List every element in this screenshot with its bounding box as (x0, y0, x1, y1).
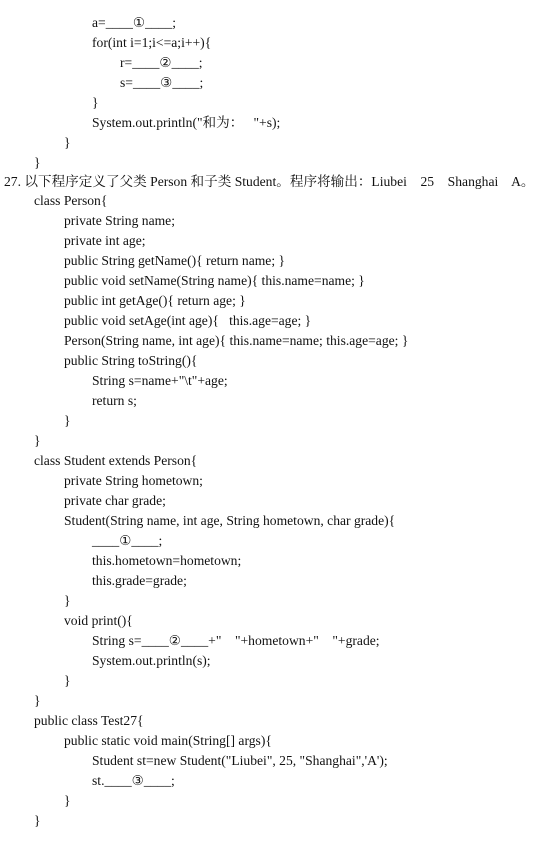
code-line: } (92, 95, 99, 110)
code-line: Student(String name, int age, String hometown, char grade){ (64, 513, 396, 528)
question-27-heading: 27. 以下程序定义了父类 Person 和子类 Student。程序将输出：Liubei 25 Shanghai A。 (4, 174, 535, 189)
code-line: public static void main(String[] args){ (64, 733, 272, 748)
code-line: s=____③____; (120, 75, 204, 90)
code-line: System.out.println(s); (92, 653, 211, 668)
code-line: public void setAge(int age){ this.age=age; } (64, 313, 312, 328)
code-line: class Student extends Person{ (34, 453, 198, 468)
code-line: void print(){ (64, 613, 133, 628)
code-line: } (64, 673, 71, 688)
code-line: private String hometown; (64, 473, 203, 488)
code-line: public class Test27{ (34, 713, 144, 728)
code-line: } (34, 433, 41, 448)
code-line: } (34, 155, 41, 170)
code-line: } (64, 135, 71, 150)
code-line: } (64, 413, 71, 428)
code-line: ____①____; (92, 533, 163, 548)
code-line: this.hometown=hometown; (92, 553, 242, 568)
code-line: for(int i=1;i<=a;i++){ (92, 35, 212, 50)
code-line: a=____①____; (92, 15, 177, 30)
code-line: private char grade; (64, 493, 166, 508)
code-line: this.grade=grade; (92, 573, 187, 588)
code-line: } (34, 813, 41, 828)
code-line: public void setName(String name){ this.name=name; } (64, 273, 365, 288)
code-line: String s=name+"\t"+age; (92, 373, 228, 388)
code-line: } (64, 593, 71, 608)
code-line: private int age; (64, 233, 146, 248)
code-line: Person(String name, int age){ this.name=name; this.age=age; } (64, 333, 409, 348)
code-line: public String getName(){ return name; } (64, 253, 286, 268)
code-line: public int getAge(){ return age; } (64, 293, 246, 308)
code-line: return s; (92, 393, 137, 408)
code-line: } (34, 693, 41, 708)
code-line: String s=____②____+" "+hometown+" "+grade; (92, 633, 380, 648)
code-line: r=____②____; (120, 55, 203, 70)
code-line: Student st=new Student("Liubei", 25, "Shanghai",'A'); (92, 753, 388, 768)
code-line: class Person{ (34, 193, 108, 208)
code-line: } (64, 793, 71, 808)
code-line: st.____③____; (92, 773, 175, 788)
code-line: private String name; (64, 213, 175, 228)
code-line: public String toString(){ (64, 353, 198, 368)
code-line: System.out.println("和为： "+s); (92, 115, 281, 130)
